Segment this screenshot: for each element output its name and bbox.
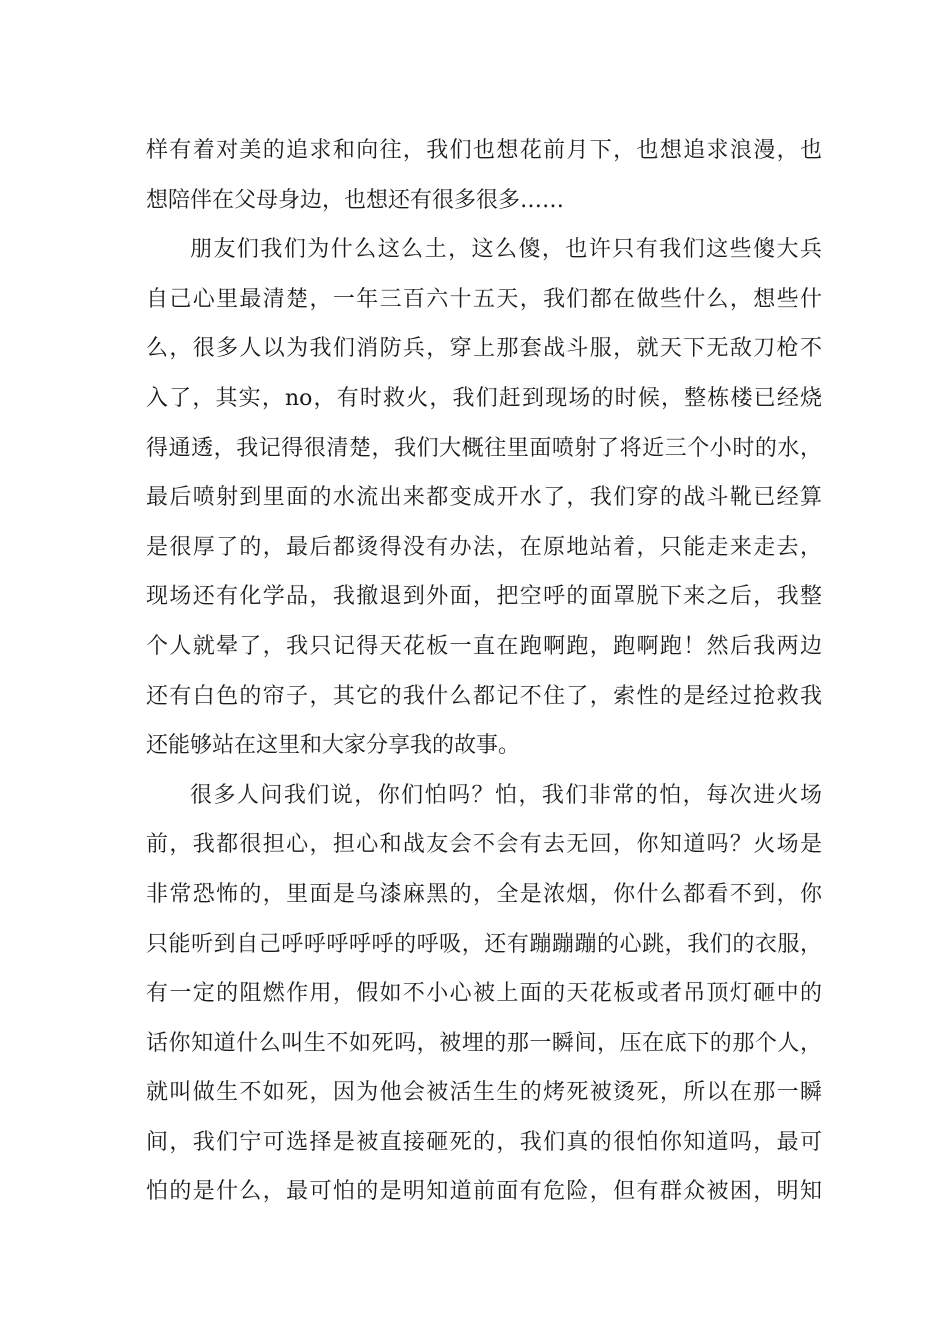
- paragraph-2-line: 最后喷射到里面的水流出来都变成开水了，我们穿的战斗靴已经算: [146, 485, 822, 511]
- paragraph-2-line: 朋友们我们为什么这么土，这么傻，也许只有我们这些傻大兵: [190, 237, 822, 263]
- paragraph-2-line: 自己心里最清楚，一年三百六十五天，我们都在做些什么，想些什: [146, 286, 822, 312]
- paragraph-3-line: 只能听到自己呼呼呼呼呼的呼吸，还有蹦蹦蹦的心跳，我们的衣服，: [146, 931, 822, 957]
- paragraph-2-line: 现场还有化学品，我撤退到外面，把空呼的面罩脱下来之后，我整: [146, 584, 822, 610]
- paragraph-2-line: 入了，其实，no，有时救火，我们赶到现场的时候，整栋楼已经烧: [146, 385, 822, 411]
- body-text: [146, 126, 822, 1217]
- paragraph-1-line: 想陪伴在父母身边，也想还有很多很多……: [146, 187, 565, 213]
- paragraph-3-line: 非常恐怖的，里面是乌漆麻黑的，全是浓烟，你什么都看不到，你: [146, 881, 822, 907]
- paragraph-3-line: 怕的是什么，最可怕的是明知道前面有危险，但有群众被困，明知: [146, 1179, 822, 1205]
- paragraph-3-line: 话你知道什么叫生不如死吗，被埋的那一瞬间，压在底下的那个人，: [146, 1030, 822, 1056]
- paragraph-3-line: 前，我都很担心，担心和战友会不会有去无回，你知道吗？火场是: [146, 832, 822, 858]
- paragraph-3-line: 就叫做生不如死，因为他会被活生生的烤死被烫死，所以在那一瞬: [146, 1080, 822, 1106]
- paragraph-3-line: 有一定的阻燃作用，假如不小心被上面的天花板或者吊顶灯砸中的: [146, 981, 822, 1007]
- paragraph-2-line: 还能够站在这里和大家分享我的故事。: [146, 733, 521, 759]
- paragraph-2-line: 是很厚了的，最后都烫得没有办法，在原地站着，只能走来走去，: [146, 534, 822, 560]
- paragraph-2-line: 么，很多人以为我们消防兵，穿上那套战斗服，就天下无敌刀枪不: [146, 336, 822, 362]
- paragraph-3-line: 很多人问我们说，你们怕吗？怕，我们非常的怕，每次进火场: [190, 782, 822, 808]
- paragraph-3-line: 间，我们宁可选择是被直接砸死的，我们真的很怕你知道吗，最可: [146, 1129, 822, 1155]
- paragraph-2-line: 还有白色的帘子，其它的我什么都记不住了，索性的是经过抢救我: [146, 683, 822, 709]
- paragraph-1-line: 样有着对美的追求和向往，我们也想花前月下，也想追求浪漫，也: [146, 138, 822, 163]
- paragraph-2-line: 个人就晕了，我只记得天花板一直在跑啊跑，跑啊跑！然后我两边: [146, 633, 822, 659]
- paragraph-2-line: 得通透，我记得很清楚，我们大概往里面喷射了将近三个小时的水，: [146, 435, 822, 461]
